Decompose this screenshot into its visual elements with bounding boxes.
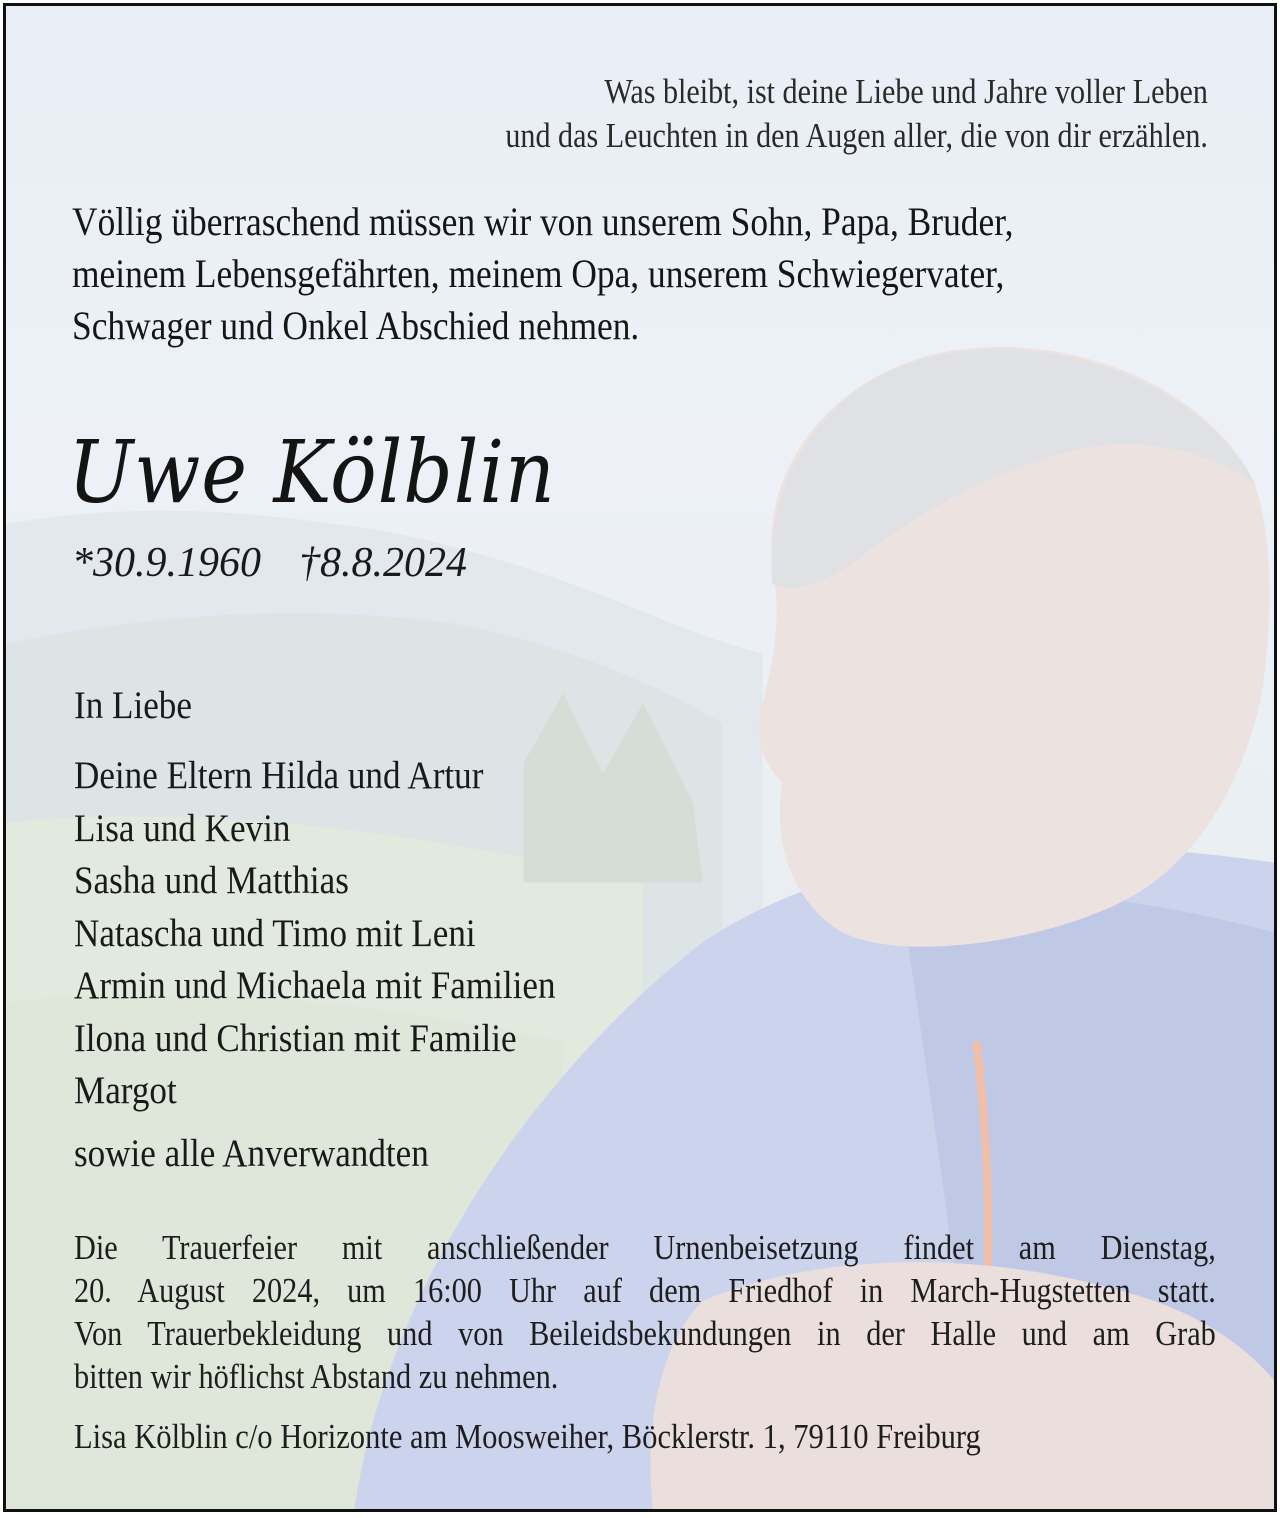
announcement-line: meinem Lebensgefährten, meinem Opa, unserem Schwiegervater, [72, 251, 1005, 296]
funeral-service-info [74, 1226, 1216, 1398]
memorial-quote [505, 70, 1208, 158]
service-line: bitten wir höflichst Abstand zu nehmen. [74, 1357, 559, 1396]
deceased-name: Uwe Kölblin [68, 423, 556, 523]
birth-date: *30.9.1960 [72, 540, 261, 586]
mourner-entry: Armin und Michaela mit Familien [74, 964, 556, 1007]
mourners-heading: In Liebe [74, 684, 192, 727]
death-date: †8.8.2024 [299, 540, 467, 586]
mourner-entry: Ilona und Christian mit Familie [74, 1016, 517, 1060]
mourner-entry: Margot [74, 1069, 177, 1112]
mourner-entry: Natascha und Timo mit Leni [74, 911, 476, 955]
life-dates [72, 536, 505, 590]
mourners-closing: sowie alle Anverwandten [74, 1131, 429, 1175]
mourner-entry: Sasha und Matthias [74, 859, 349, 902]
quote-line: Was bleibt, ist deine Liebe und Jahre voller Leben [604, 72, 1208, 111]
service-line: 20. August 2024, um 16:00 Uhr auf dem Friedhof in March-Hugstetten statt. [74, 1271, 1216, 1310]
service-line: Von Trauerbekleidung und von Beileidsbekundungen in der Halle und am Grab [74, 1314, 1216, 1353]
mourner-entry: Lisa und Kevin [74, 806, 291, 850]
contact-address: Lisa Kölblin c/o Horizonte am Moosweiher, Böcklerstr. 1, 79110 Freiburg [74, 1417, 981, 1456]
service-line: Die Trauerfeier mit anschließender Urnenbeisetzung findet am Dienstag, [74, 1228, 1216, 1267]
announcement-text [72, 196, 1013, 352]
notice-content [6, 6, 1274, 1509]
quote-line: und das Leuchten in den Augen aller, die von dir erzählen. [505, 116, 1208, 155]
mourners-list [74, 750, 556, 1180]
announcement-line: Völlig überraschend müssen wir von unserem Sohn, Papa, Bruder, [72, 199, 1014, 244]
mourner-entry: Deine Eltern Hilda und Artur [74, 754, 484, 797]
announcement-line: Schwager und Onkel Abschied nehmen. [72, 303, 640, 348]
obituary-notice [3, 3, 1277, 1512]
